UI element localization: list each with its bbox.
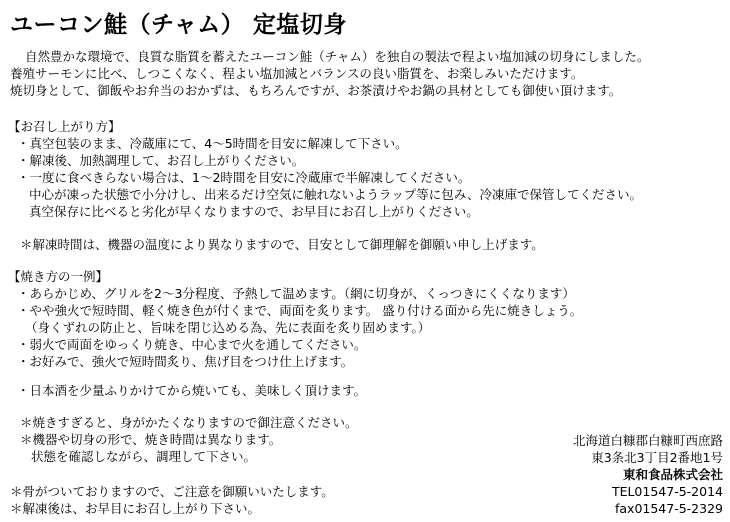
footer-note: ＊骨がついておりますので、ご注意を御願いいたします。 [10, 484, 334, 499]
intro-line: 養殖サーモンに比べ、しつこくなく、程よい塩加減とバランスの良い脂質を、お楽しみいただけます。 [10, 66, 584, 81]
grilling-line: ・やや強火で短時間、軽く焼き色が付くまで、両面を炙ります。 盛り付ける面から先に焼きしょう。 [17, 303, 583, 318]
intro-line: 自然豊かな環境で、良質な脂質を蓄えたユーコン鮭（チャム）を独自の製法で程よい塩加減の切身にしました。 [25, 49, 650, 64]
grilling-heading: 【焼き方の一例】 [8, 269, 109, 284]
serving-heading: 【お召し上がり方】 [8, 119, 121, 134]
company-address-line-1: 北海道白糠郡白糠町西庶路 [572, 433, 723, 448]
grilling-note: 状態を確認しながら、調理して下さい。 [31, 449, 257, 464]
grilling-note: ＊焼きすぎると、身がかたくなりますので御注意ください。 [20, 415, 358, 430]
grilling-sake: ・日本酒を少量ふりかけてから焼いても、美味しく頂けます。 [17, 383, 367, 398]
serving-line: ・一度に食べきらない場合は、1～2時間を目安に冷蔵庫で半解凍してください。 [17, 170, 471, 185]
grilling-line: ・弱火で両面をゆっくり焼き、中心まで火を通してください。 [17, 337, 367, 352]
serving-line: 中心が凍った状態で小分けし、出来るだけ空気に触れないようラップ等に包み、冷凍庫で保管してください。 [29, 187, 643, 202]
grilling-line: ・お好みで、強火で短時間炙り、焦げ目をつけ仕上げます。 [17, 354, 354, 369]
intro-line: 焼切身として、御飯やお弁当のおかずは、もちろんですが、お茶漬けやお鍋の具材としても御使い頂けます。 [10, 83, 622, 98]
serving-note: ＊解凍時間は、機器の温度により異なりますので、目安として御理解を御願い申し上げます。 [20, 237, 544, 252]
company-address-line-2: 東3条北3丁目2番地1号 [591, 450, 723, 465]
serving-line: ・解凍後、加熱調理して、お召し上がりください。 [17, 153, 305, 168]
serving-line: 真空保存に比べると劣化が早くなりますので、お早目にお召し上がりください。 [29, 204, 479, 219]
grilling-line: （身くずれの防止と、旨味を閉じ込める為、先に表面を炙り固めます。） [25, 320, 431, 335]
company-tel: TEL01547-5-2014 [611, 484, 723, 499]
company-name: 東和食品株式会社 [622, 467, 723, 482]
grilling-line: ・あらかじめ、グリルを2～3分程度、予熱して温めます。（網に切身が、くっつきにくくなります） [17, 286, 575, 301]
grilling-note: ＊機器や切身の形で、焼き時間は異なります。 [20, 432, 282, 447]
page-title: ユーコン鮭（チャム） 定塩切身 [10, 12, 347, 38]
company-fax: fax01547-5-2329 [614, 501, 723, 516]
serving-line: ・真空包装のまま、冷蔵庫にて、4～5時間を目安に解凍して下さい。 [17, 136, 408, 151]
footer-note: ＊解凍後は、お早目にお召し上がり下さい。 [10, 501, 261, 516]
